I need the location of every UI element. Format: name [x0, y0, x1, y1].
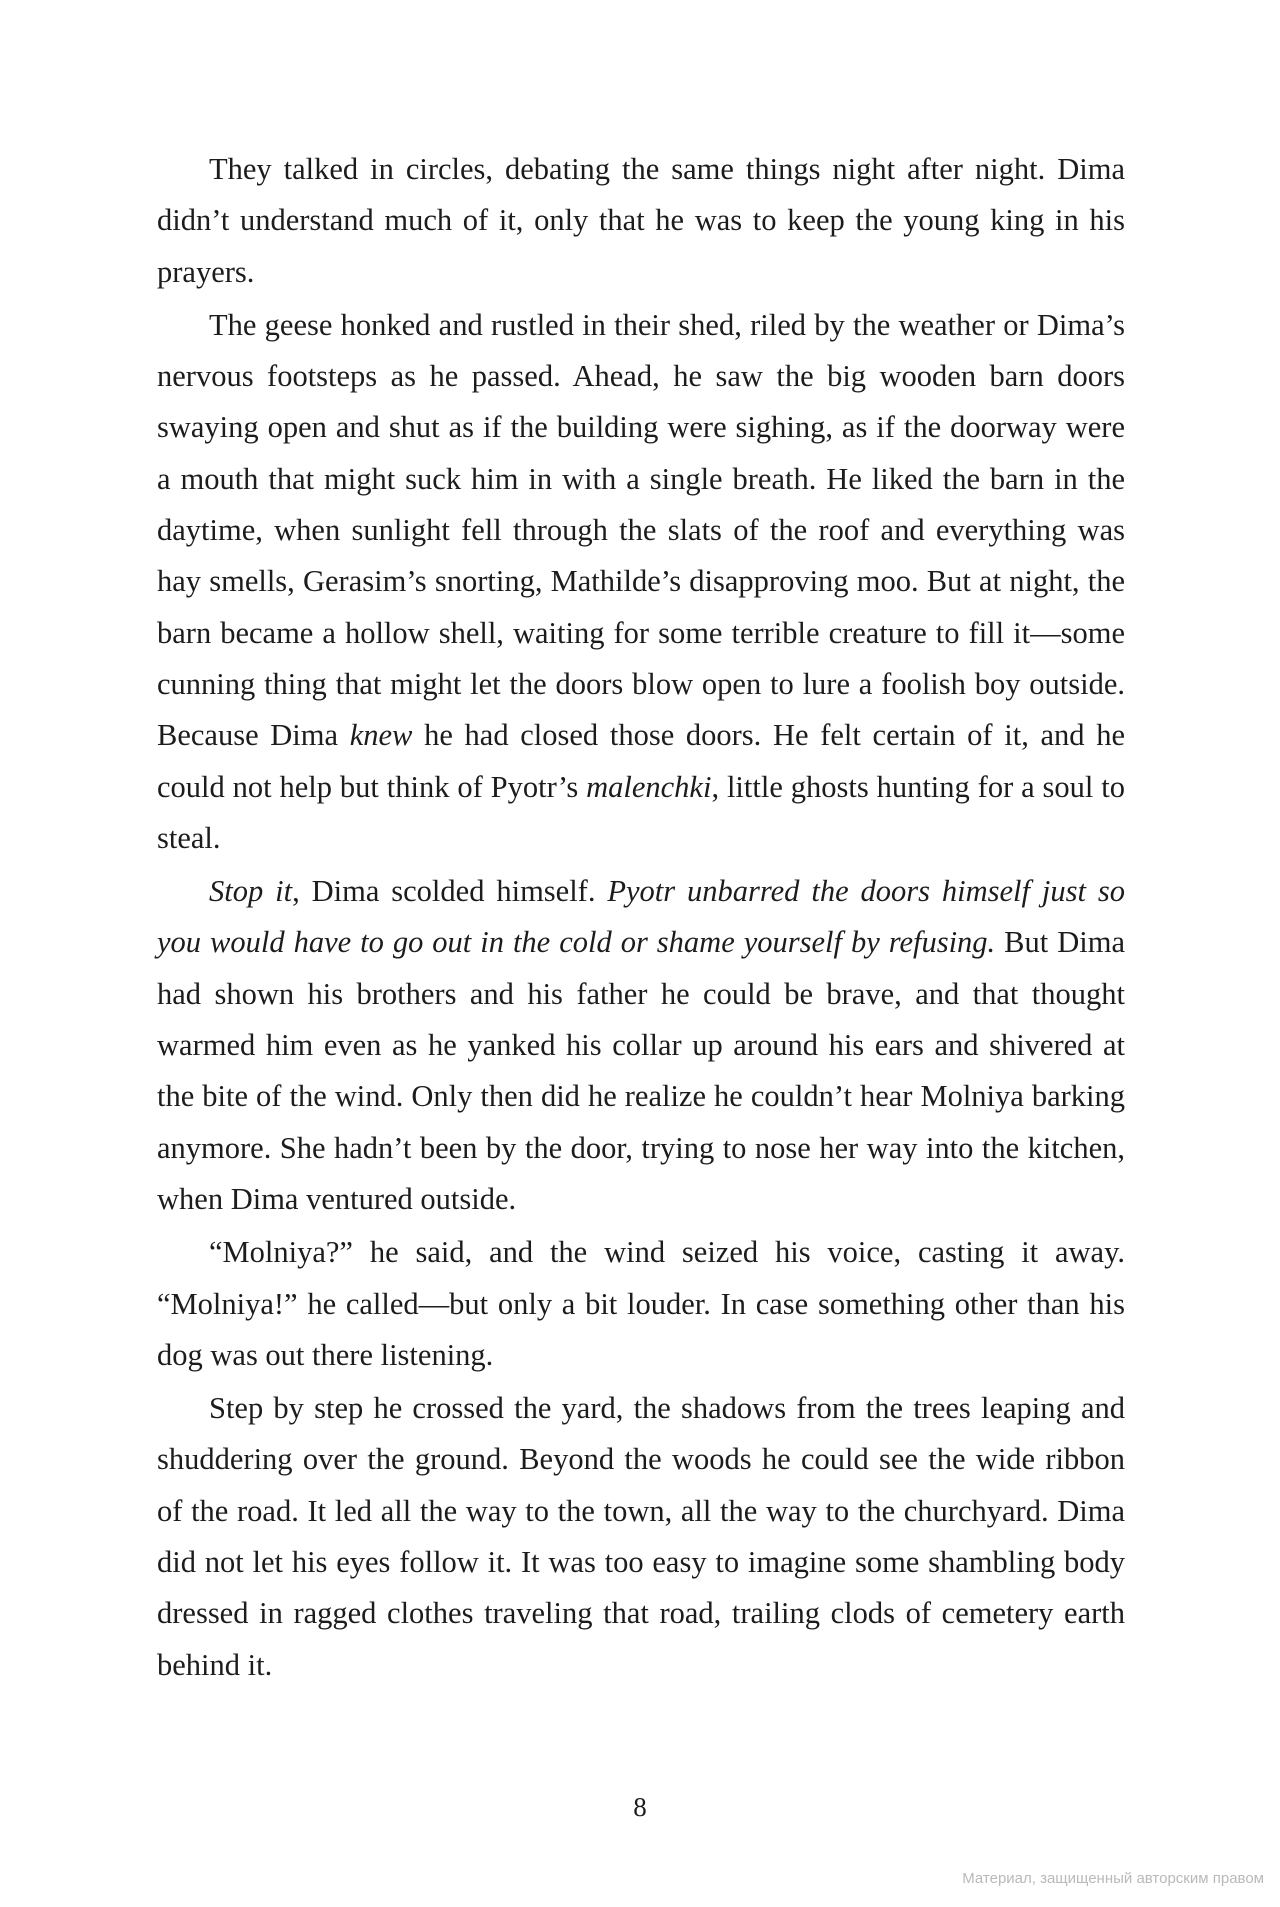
- paragraph: [157, 866, 1125, 1225]
- text-segment: , Dima scolded himself.: [292, 874, 608, 909]
- text-segment: The geese honked and rustled in their shed, riled by the weather or Dima’s nervous footsteps as he passed. Ahead, he saw the big wooden barn doors swaying open and shut as if the building were sighing, as if the doorway were a mouth that might suck him in with a single breath. He liked the barn in the daytime, when sunlight fell through the slats of the roof and everything was hay smells, Gerasim’s snorting, Mathilde’s disapproving moo. But at night, the barn became a hollow shell, waiting for some terrible creature to fill it—some cunning thing that might let the doors blow open to lure a foolish boy outside. Because Dima: [157, 307, 1125, 753]
- text-segment: “Molniya?” he said, and the wind seized his voice, casting it away. “Molniya!” he called—but only a bit louder. In case something other than his dog was out there listening.: [157, 1235, 1125, 1372]
- body-text: [157, 144, 1125, 1693]
- text-segment: he had closed those doors. He felt certain of it, and he could not help but think of Pyotr’s: [157, 718, 1125, 804]
- copyright-watermark: Материал, защищенный авторским правом: [962, 1870, 1264, 1887]
- text-segment: But Dima had shown his brothers and his father he could be brave, and that thought warmed him even as he yanked his collar up around his ears and shivered at the bite of the wind. Only then did he realize he couldn’t hear Molniya barking anymore. She hadn’t been by the door, trying to nose her way into the kitchen, when Dima ventured outside.: [157, 925, 1125, 1216]
- paragraph: [157, 1383, 1125, 1691]
- italic-text-segment: Stop it: [209, 874, 293, 909]
- paragraph: [157, 300, 1125, 864]
- text-segment: Step by step he crossed the yard, the shadows from the trees leaping and shuddering over the ground. Beyond the woods he could see the wide ribbon of the road. It led all the way to the town, all the way to the churchyard. Dima did not let his eyes follow it. It was too easy to imagine some shambling body dressed in ragged clothes traveling that road, trailing clods of cemetery earth behind it.: [157, 1391, 1125, 1682]
- italic-text-segment: malenchki: [586, 769, 712, 804]
- paragraph: [157, 1227, 1125, 1381]
- text-segment: , little ghosts hunting for a soul to steal.: [157, 769, 1125, 855]
- text-segment: They talked in circles, debating the same things night after night. Dima didn’t understand much of it, only that he was to keep the young king in his prayers.: [157, 152, 1125, 289]
- italic-text-segment: knew: [349, 718, 413, 753]
- page-number: 8: [633, 1792, 647, 1822]
- italic-text-segment: Pyotr unbarred the doors himself just so you would have to go out in the cold or shame yourself by refusing.: [157, 874, 1126, 960]
- paragraph: [157, 144, 1125, 298]
